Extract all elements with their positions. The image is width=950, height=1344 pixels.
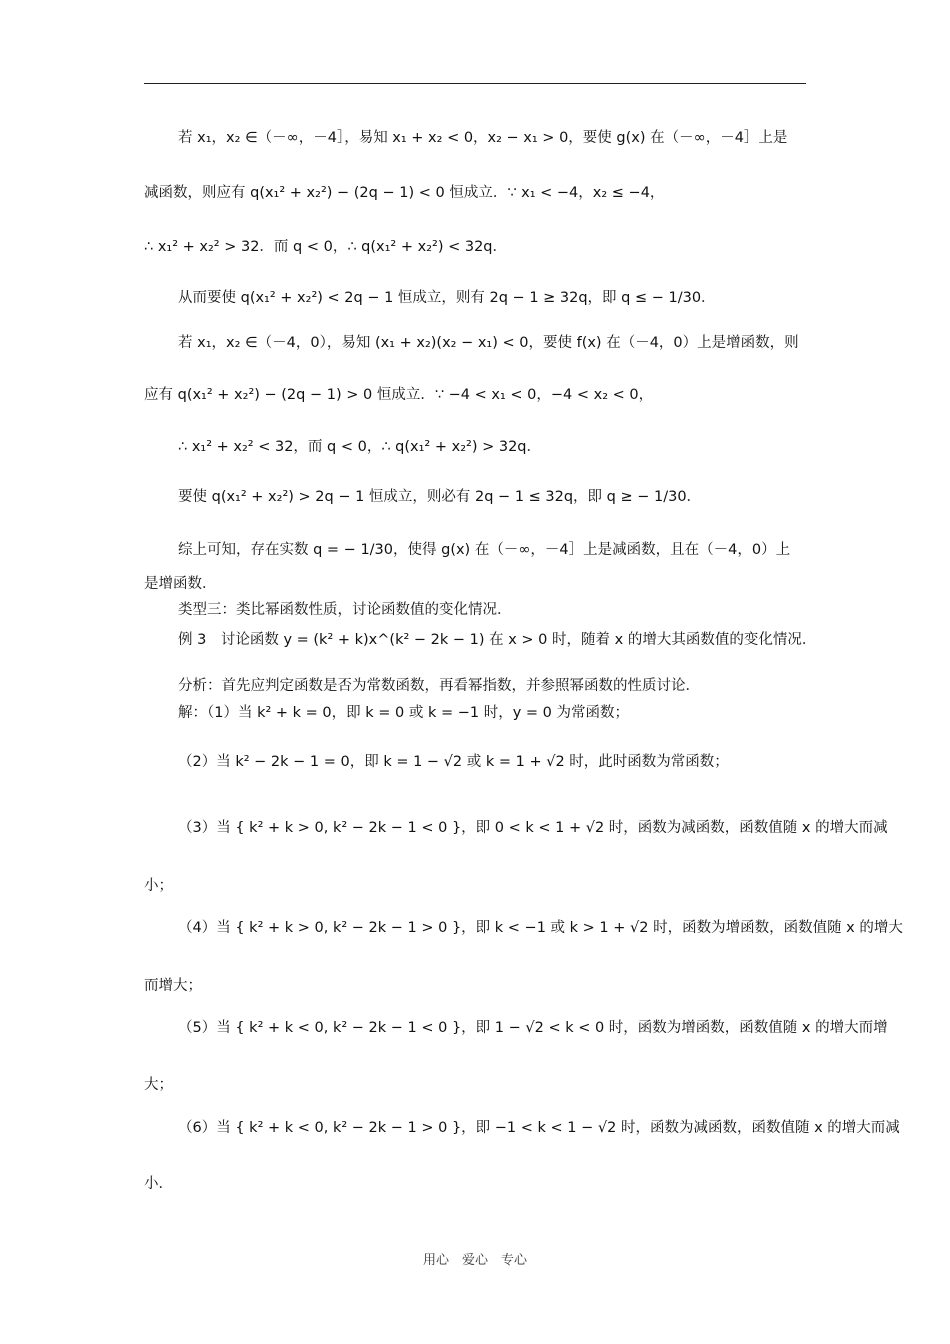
text-line: 小． <box>144 1176 173 1192</box>
text-line: 若 x₁，x₂ ∈（－∞，－4］，易知 x₁ + x₂ < 0，x₂ − x₁ > 0，要使 g(x) 在（－∞，－4］上是 <box>178 130 788 146</box>
text-line: ∴ x₁² + x₂² < 32，而 q < 0，∴ q(x₁² + x₂²) > 32q． <box>178 439 541 455</box>
text-line: 要使 q(x₁² + x₂²) > 2q − 1 恒成立，则必有 2q − 1 ≤ 32q，即 q ≥ − 1/30． <box>178 489 702 505</box>
text-line: 小； <box>144 878 173 894</box>
text-line: （3）当 { k² + k > 0, k² − 2k − 1 < 0 }，即 0 < k < 1 + √2 时，函数为减函数，函数值随 x 的增大而减 <box>178 820 888 836</box>
text-line: 综上可知，存在实数 q = − 1/30，使得 g(x) 在（－∞，－4］上是减函数，且在（－4，0）上 <box>178 542 791 558</box>
text-line: 若 x₁，x₂ ∈（－4，0），易知 (x₁ + x₂)(x₂ − x₁) < 0，要使 f(x) 在（－4，0）上是增函数，则 <box>178 335 799 351</box>
text-line: （4）当 { k² + k > 0, k² − 2k − 1 > 0 }，即 k < −1 或 k > 1 + √2 时，函数为增函数，函数值随 x 的增大 <box>178 920 903 936</box>
text-line: 减函数，则应有 q(x₁² + x₂²) − (2q − 1) < 0 恒成立．∵ x₁ < −4，x₂ ≤ −4， <box>144 185 665 201</box>
text-line: ∴ x₁² + x₂² > 32．而 q < 0，∴ q(x₁² + x₂²) < 32q． <box>144 239 507 255</box>
text-line: 而增大； <box>144 978 202 994</box>
page-footer: 用心 爱心 专心 <box>422 1253 527 1268</box>
text-line: 解：（1）当 k² + k = 0，即 k = 0 或 k = −1 时，y = 0 为常函数； <box>178 705 629 721</box>
text-line: 分析：首先应判定函数是否为常数函数，再看幂指数，并参照幂函数的性质讨论． <box>178 678 700 694</box>
text-line: 例 3 讨论函数 y = (k² + k)x^(k² − 2k − 1) 在 x > 0 时，随着 x 的增大其函数值的变化情况． <box>178 632 817 648</box>
text-line: 从而要使 q(x₁² + x₂²) < 2q − 1 恒成立，则有 2q − 1 ≥ 32q，即 q ≤ − 1/30． <box>178 290 716 306</box>
text-line: 类型三：类比幂函数性质，讨论函数值的变化情况． <box>178 602 512 618</box>
text-line: 应有 q(x₁² + x₂²) − (2q − 1) > 0 恒成立．∵ −4 < x₁ < 0，−4 < x₂ < 0， <box>144 387 654 403</box>
text-line: 大； <box>144 1077 173 1093</box>
text-line: （5）当 { k² + k < 0, k² − 2k − 1 < 0 }，即 1 − √2 < k < 0 时，函数为增函数，函数值随 x 的增大而增 <box>178 1020 888 1036</box>
header-rule <box>144 83 806 84</box>
text-line: （2）当 k² − 2k − 1 = 0，即 k = 1 − √2 或 k = 1 + √2 时，此时函数为常函数； <box>178 754 729 770</box>
text-line: （6）当 { k² + k < 0, k² − 2k − 1 > 0 }，即 −1 < k < 1 − √2 时，函数为减函数，函数值随 x 的增大而减 <box>178 1120 900 1136</box>
text-line: 是增函数． <box>144 576 217 592</box>
